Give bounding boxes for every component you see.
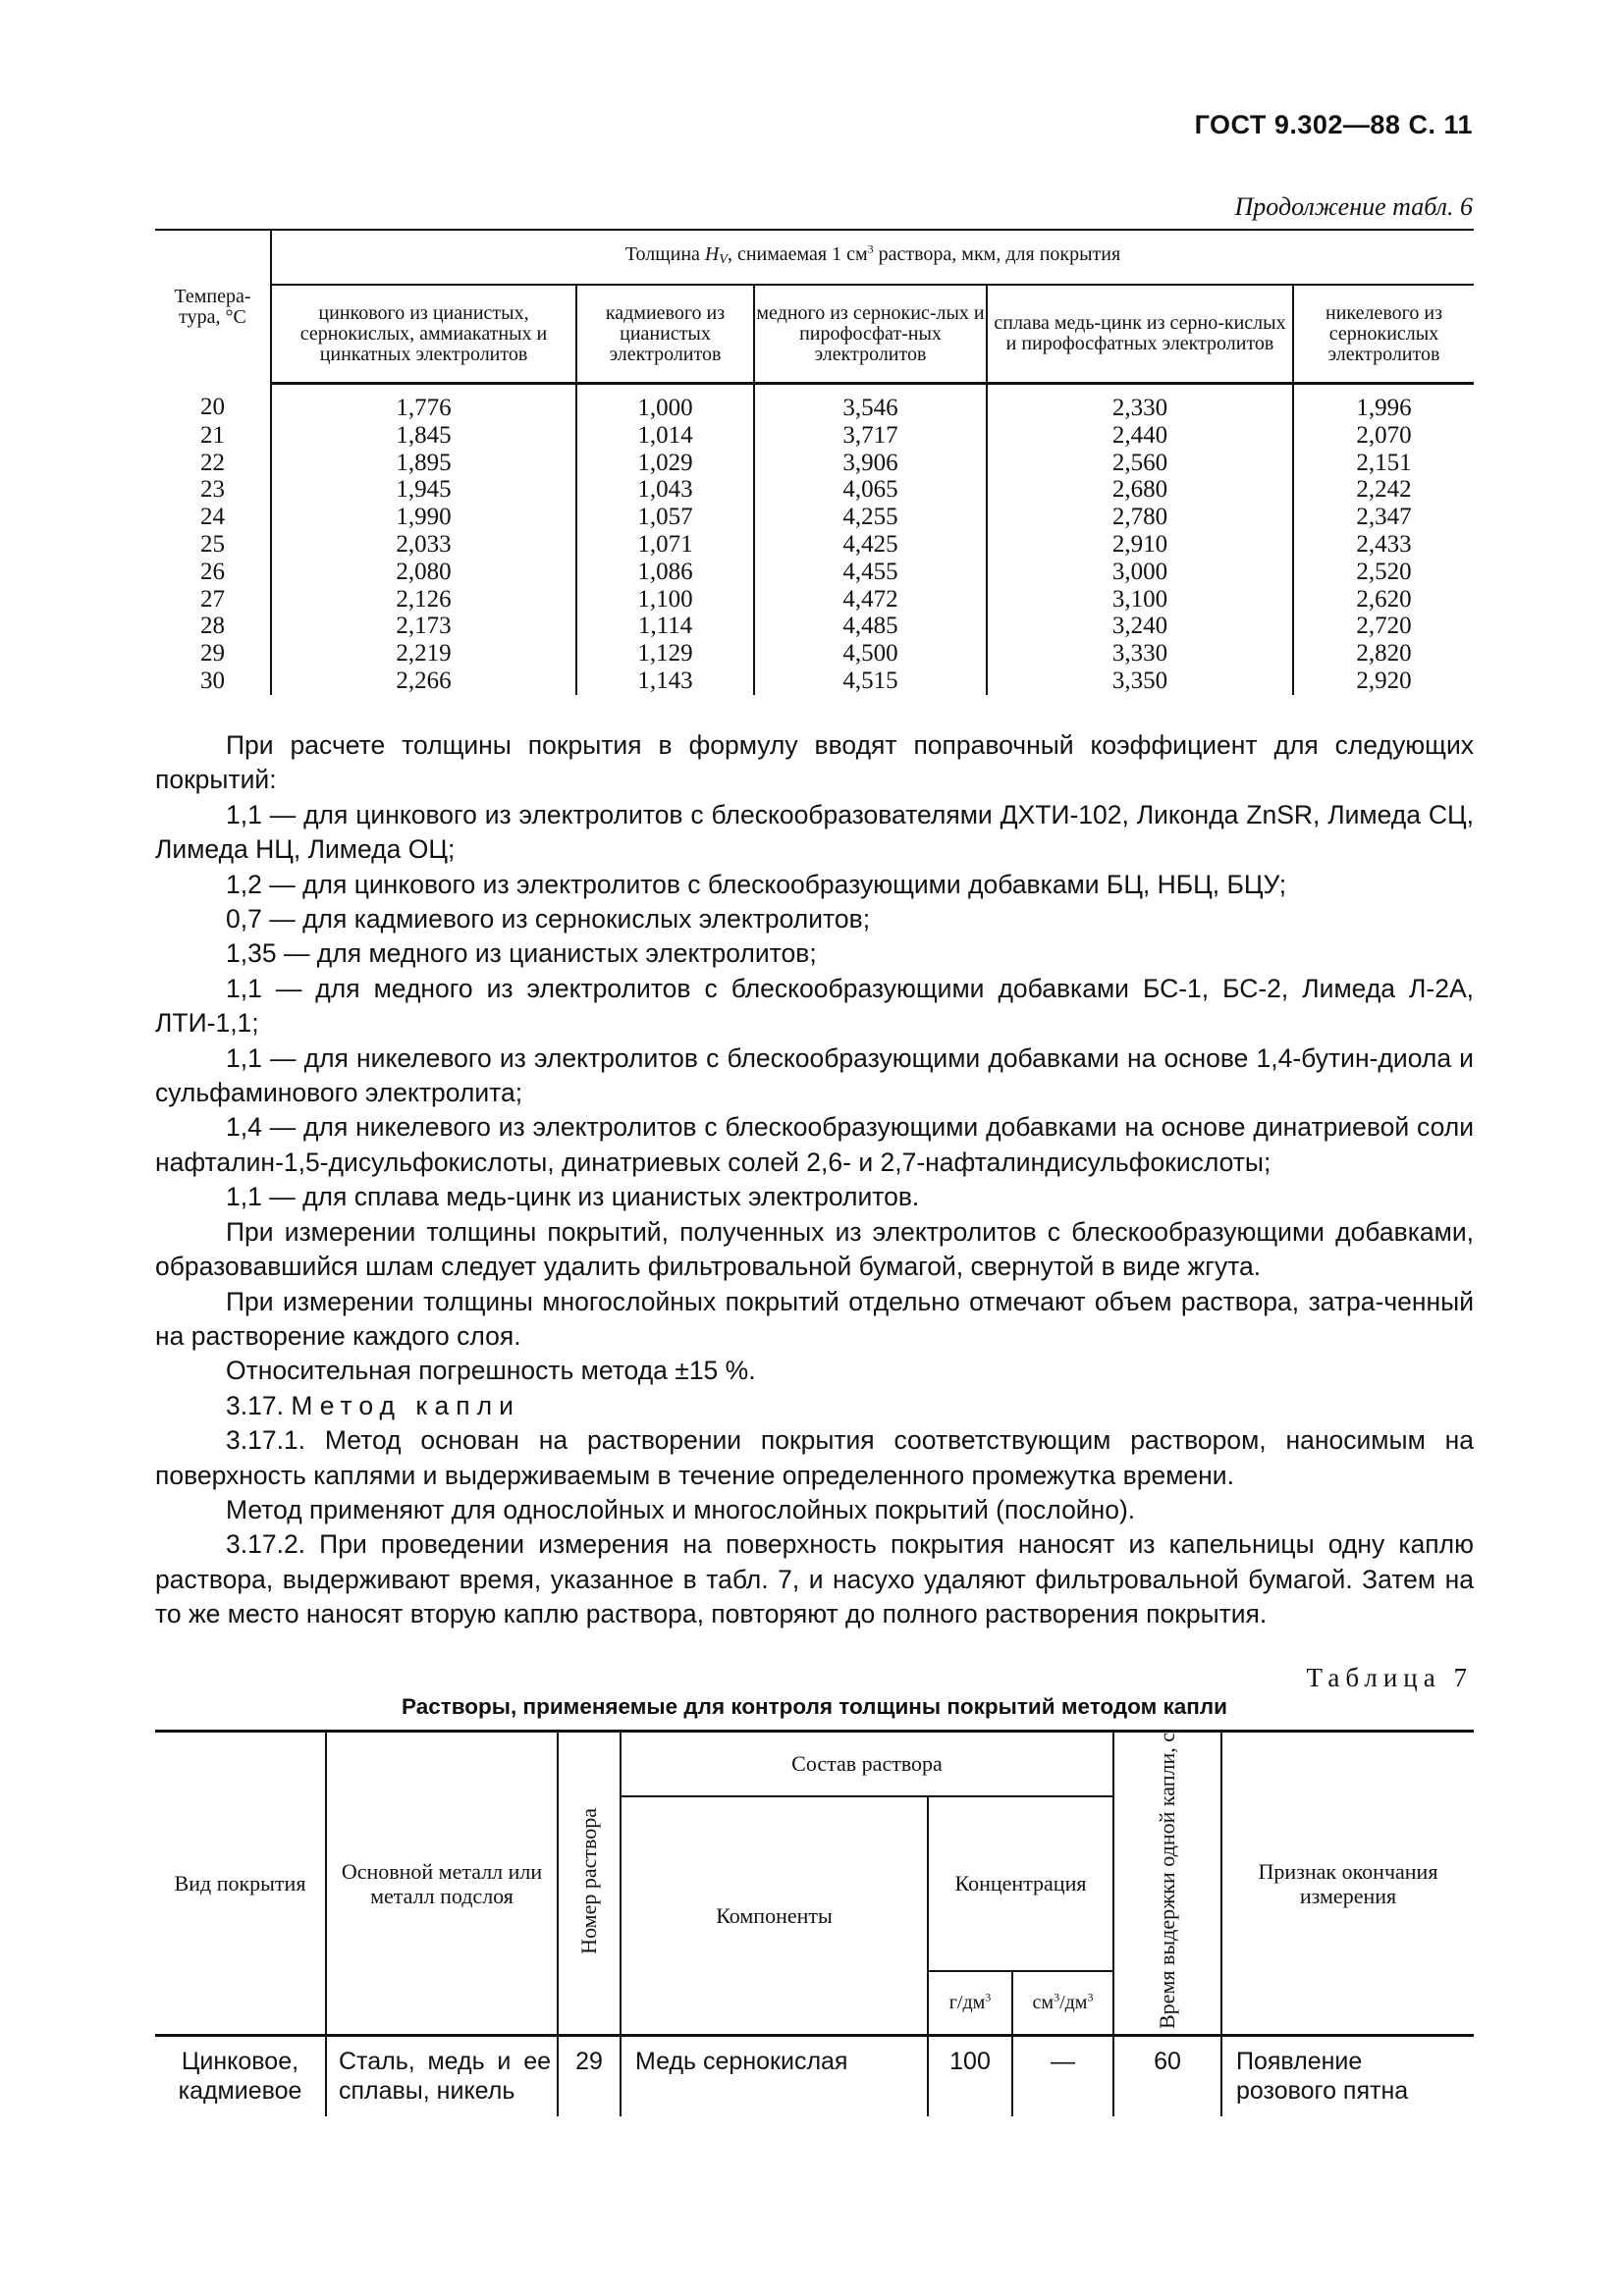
cell-base: Сталь, медь и ее сплавы, никель — [326, 2036, 558, 2116]
value-cell: 1,086 — [576, 559, 754, 586]
header-base-metal: Основной металл или металл подслоя — [326, 1732, 558, 2036]
value-cell: 1,945 — [271, 476, 576, 504]
table-7-label: Таблица 7 — [1306, 1663, 1473, 1692]
col-header-cadmium: кадмиевого из цианистых электролитов — [576, 285, 754, 384]
table-row — [155, 504, 1474, 531]
value-cell: 1,100 — [576, 586, 754, 614]
temperature-cell: 21 — [200, 421, 225, 449]
paragraph: 1,35 — для медного из цианистых электролитов; — [226, 938, 817, 969]
value-cell: 2,080 — [271, 559, 576, 586]
temperature-cell: 26 — [200, 558, 225, 585]
header-coating-kind: Вид покрытия — [155, 1732, 326, 2036]
value-cell: 1,776 — [271, 384, 576, 422]
value-cell: 2,620 — [1293, 586, 1474, 614]
value-cell: 1,996 — [1293, 384, 1474, 422]
thickness-group-header: Толщина HV, снимаемая 1 $см^3$ раствора, мкм, для покрытия — [271, 230, 1474, 285]
header-unit-g: $г/дм^3$ — [928, 1971, 1012, 2036]
cell-time: 60 — [1113, 2036, 1221, 2116]
header-drop-time: Время выдержки одной капли, с — [1113, 1732, 1221, 2036]
paragraph: 1,4 — для никелевого из электролитов с блескообразующими добавками на основе динатриевой соли нафталин-1,5-дисульфокислоты, динатриевых солей 2,6- и 2,7-нафталиндисульфокислоты; — [155, 1112, 1474, 1177]
header-components: Компоненты — [621, 1796, 928, 2036]
value-cell: 2,560 — [987, 450, 1293, 477]
table-row — [155, 531, 1474, 559]
table-6 — [155, 229, 1474, 695]
table-row — [155, 476, 1474, 504]
value-cell: 2,820 — [1293, 640, 1474, 667]
value-cell: 1,029 — [576, 450, 754, 477]
header-solution-composition: Состав раствора — [621, 1732, 1113, 1796]
value-cell: 4,472 — [754, 586, 987, 614]
cell-g: 100 — [928, 2036, 1012, 2116]
col-header-copper: медного из сернокис-лых и пирофосфат-ных электролитов — [754, 285, 987, 384]
col-header-copper-zinc: сплава медь-цинк из серно-кислых и пирофосфатных электролитов — [987, 285, 1293, 384]
table-row — [155, 586, 1474, 614]
body-text — [155, 728, 1474, 1632]
temperature-cell: 22 — [200, 449, 225, 476]
paragraph: При измерении толщины покрытий, полученных из электролитов с блескообразующими добавками, образовавшийся шлам следует удалить фильтровальной бумагой, свернутой в виде жгута. — [155, 1216, 1474, 1282]
table-row — [155, 640, 1474, 667]
value-cell: 3,906 — [754, 450, 987, 477]
value-cell: 1,895 — [271, 450, 576, 477]
cell-kind: Цинковое, кадмиевое — [178, 2048, 302, 2105]
page-header-ref: ГОСТ 9.302—88 С. 11 — [1194, 110, 1473, 139]
value-cell: 4,500 — [754, 640, 987, 667]
temperature-cell: 27 — [200, 585, 225, 613]
header-solution-number: Номер раствора — [558, 1732, 621, 2036]
table-row — [155, 559, 1474, 586]
value-cell: 1,014 — [576, 422, 754, 450]
paragraph: 1,1 — для сплава медь-цинк из цианистых электролитов. — [226, 1182, 920, 1212]
value-cell: 2,070 — [1293, 422, 1474, 450]
paragraph: 1,1 — для никелевого из электролитов с блескообразующими добавками на основе 1,4-бутин-диола и сульфаминового электролита; — [155, 1042, 1474, 1108]
value-cell: 2,520 — [1293, 559, 1474, 586]
paragraph: Относительная погрешность метода ±15 %. — [226, 1356, 756, 1386]
table-7 — [155, 1730, 1474, 2116]
value-cell: 3,717 — [754, 422, 987, 450]
temperature-cell: 30 — [200, 667, 225, 694]
value-cell: 4,515 — [754, 667, 987, 695]
temperature-header: Темпера-тура, °С — [155, 230, 271, 384]
value-cell: 2,720 — [1293, 613, 1474, 640]
value-cell: 2,242 — [1293, 476, 1474, 504]
value-cell: 4,485 — [754, 613, 987, 640]
value-cell: 4,255 — [754, 504, 987, 531]
value-cell: 2,330 — [987, 384, 1293, 422]
table-row — [155, 450, 1474, 477]
temperature-cell: 20 — [200, 393, 225, 420]
value-cell: 4,455 — [754, 559, 987, 586]
value-cell: 1,057 — [576, 504, 754, 531]
table-row — [155, 2036, 1474, 2116]
value-cell: 3,350 — [987, 667, 1293, 695]
value-cell: 2,033 — [271, 531, 576, 559]
header-unit-cm: $см^3/дм^3$ — [1012, 1971, 1113, 2036]
temperature-cell: 25 — [200, 530, 225, 558]
paragraph: 1,2 — для цинкового из электролитов с блескообразующими добавками БЦ, НБЦ, БЦУ; — [226, 869, 1287, 899]
table-7-title: Растворы, применяемые для контроля толщины покрытий методом капли — [402, 1694, 1227, 1719]
value-cell: 2,126 — [271, 586, 576, 614]
table-row — [155, 667, 1474, 695]
value-cell: 2,910 — [987, 531, 1293, 559]
table-row — [155, 613, 1474, 640]
value-cell: 1,071 — [576, 531, 754, 559]
table-row — [155, 384, 1474, 422]
cell-cm: — — [1012, 2036, 1113, 2116]
value-cell: 3,546 — [754, 384, 987, 422]
value-cell: 1,000 — [576, 384, 754, 422]
temperature-cell: 29 — [200, 640, 225, 667]
paragraph: При расчете толщины покрытия в формулу вводят поправочный коэффициент для следующих покрытий: — [155, 730, 1474, 795]
table-row — [155, 422, 1474, 450]
value-cell: 1,129 — [576, 640, 754, 667]
paragraph: 0,7 — для кадмиевого из сернокислых электролитов; — [226, 904, 871, 934]
header-concentration: Концентрация — [928, 1796, 1113, 1971]
cell-end-sign: Появление розового пятна — [1221, 2036, 1474, 2116]
paragraph: 3.17.1. Метод основан на растворении покрытия соответствующим раствором, наносимым на поверхность каплями и выдерживаемым в течение определенного промежутка времени. — [155, 1425, 1474, 1490]
paragraph: Метод применяют для однослойных и многослойных покрытий (послойно). — [226, 1494, 1136, 1524]
temperature-cell: 28 — [200, 613, 225, 640]
table-continuation-label: Продолжение табл. 6 — [1234, 192, 1473, 221]
value-cell: 3,100 — [987, 586, 1293, 614]
value-cell: 2,780 — [987, 504, 1293, 531]
value-cell: 2,680 — [987, 476, 1293, 504]
value-cell: 2,433 — [1293, 531, 1474, 559]
value-cell: 1,845 — [271, 422, 576, 450]
value-cell: 3,330 — [987, 640, 1293, 667]
section-heading: 3.17. Метод капли — [226, 1390, 520, 1420]
value-cell: 2,173 — [271, 613, 576, 640]
value-cell: 2,440 — [987, 422, 1293, 450]
col-header-zinc: цинкового из цианистых, сернокислых, аммиакатных и цинкатных электролитов — [271, 285, 576, 384]
header-end-sign: Признак окончания измерения — [1221, 1732, 1474, 2036]
value-cell: 2,266 — [271, 667, 576, 695]
value-cell: 3,240 — [987, 613, 1293, 640]
temperature-cell: 23 — [200, 476, 225, 504]
paragraph: 1,1 — для медного из электролитов с блескообразующими добавками БС-1, БС-2, Лимеда Л-2А, ЛТИ-1,1; — [155, 973, 1474, 1039]
value-cell: 1,114 — [576, 613, 754, 640]
cell-component: Медь сернокислая — [621, 2036, 928, 2116]
value-cell: 4,065 — [754, 476, 987, 504]
temperature-cell: 24 — [200, 504, 225, 531]
value-cell: 2,347 — [1293, 504, 1474, 531]
value-cell: 2,151 — [1293, 450, 1474, 477]
paragraph: При измерении толщины многослойных покрытий отдельно отмечают объем раствора, затра-ченный на растворение каждого слоя. — [155, 1286, 1474, 1351]
cell-number: 29 — [558, 2036, 621, 2116]
value-cell: 1,143 — [576, 667, 754, 695]
value-cell: 1,043 — [576, 476, 754, 504]
table-6-body — [155, 384, 1474, 695]
value-cell: 3,000 — [987, 559, 1293, 586]
value-cell: 1,990 — [271, 504, 576, 531]
paragraph: 3.17.2. При проведении измерения на поверхность покрытия наносят из капельницы одну каплю раствора, выдерживают время, указанное в табл. 7, и насухо удаляют фильтровальной бумагой. Затем на то же место наносят вторую каплю раствора, повторяют до полного растворения покрытия. — [155, 1529, 1474, 1629]
col-header-nickel: никелевого из сернокислых электролитов — [1293, 285, 1474, 384]
value-cell: 2,219 — [271, 640, 576, 667]
value-cell: 2,920 — [1293, 667, 1474, 695]
value-cell: 4,425 — [754, 531, 987, 559]
paragraph: 1,1 — для цинкового из электролитов с блескообразователями ДХТИ-102, Ликонда ZnSR, Лимеда СЦ, Лимеда НЦ, Лимеда ОЦ; — [155, 799, 1474, 865]
